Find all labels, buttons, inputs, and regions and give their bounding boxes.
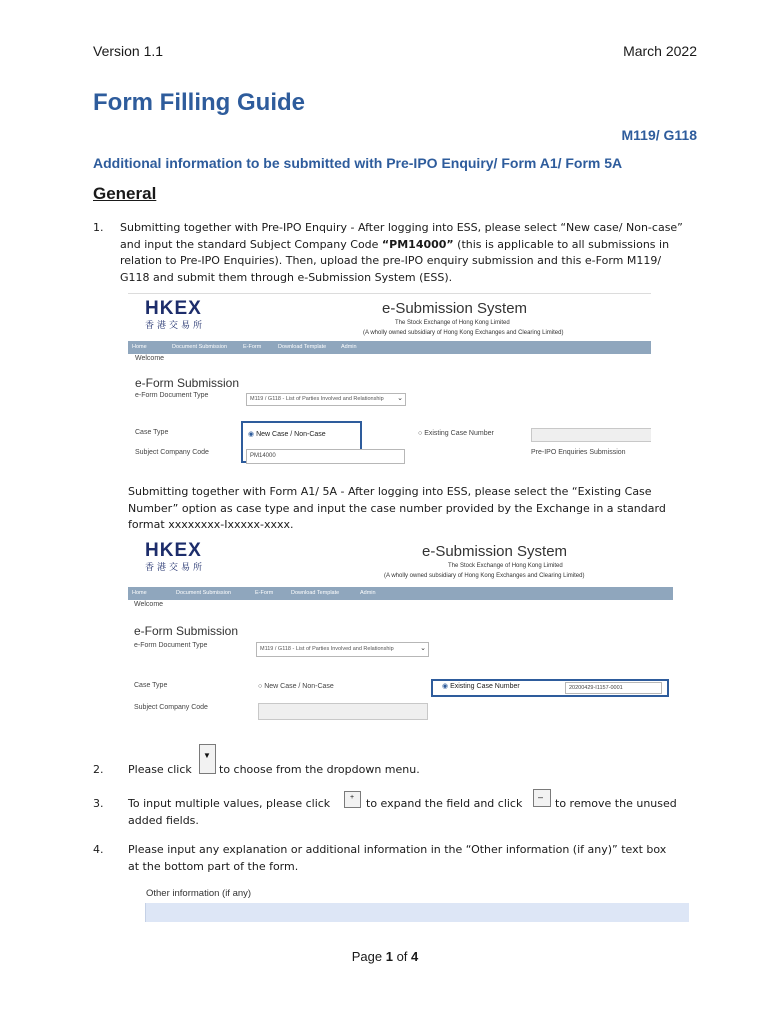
text-line: Please input any explanation or additional information in the “Other information (if any)” text box [128, 843, 667, 856]
radio-selected-icon: ◉ [442, 683, 449, 690]
item-1-text [120, 220, 698, 286]
chevron-down-icon: ⌄ [397, 395, 403, 402]
existing-case-label: Existing Case Number [424, 430, 494, 437]
nav-admin[interactable]: Admin [360, 590, 376, 596]
doc-type-select[interactable] [256, 642, 429, 657]
item-1-text-2 [128, 484, 698, 534]
text-line: relation to Pre-IPO Enquiries). Then, upload the pre-IPO enquiry submission and this e-Form M119/ [120, 254, 662, 267]
new-case-label: New Case / Non-Case [256, 431, 326, 438]
company-code: “PM14000” [381, 237, 454, 251]
preipo-label: Pre-IPO Enquiries Submission [531, 449, 626, 456]
system-subtitle-2: (A wholly owned subsidiary of Hong Kong Exchanges and Clearing Limited) [363, 330, 564, 336]
radio-selected-icon: ◉ [248, 431, 255, 438]
system-title: e-Submission System [422, 543, 568, 560]
nav-bar [128, 341, 651, 354]
version-label: Version 1.1 [93, 43, 164, 59]
nav-document-submission[interactable]: Document Submission [172, 344, 228, 350]
text-line: Submitting together with Form A1/ 5A - After logging into ESS, please select the “Existing Case [128, 485, 652, 498]
ess-screenshot-new-case [128, 293, 651, 471]
page-footer [0, 949, 770, 964]
radio-empty-icon: ○ [258, 683, 263, 690]
section-heading: General [93, 184, 157, 203]
existing-case-radio[interactable] [418, 430, 494, 437]
item-number: 4. [93, 843, 104, 856]
triangle-down-icon: ▼ [203, 751, 211, 760]
footer-of: of [392, 949, 412, 964]
case-type-label: Case Type [134, 682, 168, 689]
item-3-before: To input multiple values, please click [128, 797, 331, 810]
other-info-textbox[interactable] [145, 903, 689, 922]
item-3-middle: to expand the field and click [366, 797, 523, 810]
nav-eform[interactable]: E-Form [243, 344, 262, 350]
nav-home[interactable]: Home [132, 344, 147, 350]
item-4-text [128, 842, 698, 875]
text-line: format xxxxxxxx-Ixxxxx-xxxx. [128, 518, 294, 531]
text-line: Submitting together with Pre-IPO Enquiry - After logging into ESS, please select “New case/ Non-case” [120, 221, 683, 234]
existing-case-label: Existing Case Number [450, 683, 520, 690]
item-number: 1. [93, 221, 104, 234]
nav-eform[interactable]: E-Form [255, 590, 274, 596]
subject-company-value: PM14000 [250, 453, 276, 459]
welcome-text: Welcome [135, 355, 165, 362]
page-number: 1 [385, 949, 393, 964]
nav-download-template[interactable]: Download Template [278, 344, 327, 350]
item-3-after: to remove the unused [555, 797, 677, 810]
dropdown-button[interactable] [199, 744, 216, 774]
chevron-down-icon: ⌄ [420, 645, 426, 652]
hkex-logo-chinese: 香港交易所 [145, 562, 206, 572]
existing-case-radio[interactable] [442, 682, 520, 690]
remove-button[interactable] [533, 789, 551, 807]
case-type-label: Case Type [135, 429, 169, 436]
text-line: at the bottom part of the form. [128, 859, 299, 873]
item-number: 2. [93, 763, 104, 776]
form-code: M119/ G118 [621, 127, 697, 143]
doc-type-label: e-Form Document Type [135, 392, 209, 399]
subject-company-input[interactable] [258, 703, 428, 720]
new-case-label: New Case / Non-Case [264, 683, 334, 690]
page-total: 4 [411, 949, 419, 964]
text-line: Number” option as case type and input the case number provided by the Exchange in a standard [128, 501, 666, 515]
system-subtitle: The Stock Exchange of Hong Kong Limited [395, 320, 510, 326]
eform-heading: e-Form Submission [135, 376, 240, 390]
item-2-before: Please click [128, 763, 192, 776]
case-number-input[interactable] [565, 682, 662, 694]
system-title: e-Submission System [382, 300, 528, 317]
plus-icon: + [350, 794, 355, 801]
other-info-label: Other information (if any) [146, 888, 252, 899]
expand-button[interactable] [344, 791, 361, 808]
nav-admin[interactable]: Admin [341, 344, 357, 350]
text-line: G118 and submit them through e-Submission System (ESS). [120, 270, 453, 284]
doc-type-value: M119 / G118 - List of Parties Involved and Relationship [260, 646, 394, 652]
divider [128, 293, 651, 294]
footer-prefix: Page [351, 949, 386, 964]
item-number: 3. [93, 797, 104, 810]
nav-bar [128, 587, 673, 600]
hkex-logo: HKEX [145, 540, 202, 561]
subject-company-label: Subject Company Code [135, 449, 209, 456]
system-subtitle-2: (A wholly owned subsidiary of Hong Kong Exchanges and Clearing Limited) [384, 573, 585, 579]
minus-icon: – [538, 792, 544, 802]
case-number-input[interactable] [531, 428, 651, 442]
hkex-logo: HKEX [145, 298, 202, 319]
nav-document-submission[interactable]: Document Submission [176, 590, 232, 596]
eform-heading: e-Form Submission [134, 624, 239, 638]
doc-type-value: M119 / G118 - List of Parties Involved and Relationship [250, 396, 384, 402]
case-number-value: 20200429-I1157-0001 [569, 685, 623, 691]
new-case-radio[interactable] [258, 683, 334, 690]
date-label: March 2022 [623, 43, 697, 59]
welcome-text: Welcome [134, 601, 164, 608]
nav-home[interactable]: Home [132, 590, 147, 596]
doc-type-select[interactable] [246, 393, 406, 406]
item-2-after: to choose from the dropdown menu. [219, 763, 420, 776]
nav-download-template[interactable]: Download Template [291, 590, 340, 596]
doc-type-label: e-Form Document Type [134, 642, 208, 649]
subject-company-label: Subject Company Code [134, 704, 208, 711]
new-case-radio[interactable] [248, 430, 326, 438]
text-line: and input the standard Subject Company Code “PM14000” (this is applicable to all submissions in [120, 237, 670, 251]
subject-company-input[interactable] [246, 449, 405, 464]
radio-empty-icon: ○ [418, 430, 423, 437]
page-subtitle: Additional information to be submitted with Pre-IPO Enquiry/ Form A1/ Form 5A [93, 155, 623, 171]
hkex-logo-chinese: 香港交易所 [145, 320, 206, 330]
ess-screenshot-existing-case [128, 540, 673, 725]
page-title: Form Filling Guide [93, 89, 305, 116]
system-subtitle: The Stock Exchange of Hong Kong Limited [448, 563, 563, 569]
item-3-line2: added fields. [128, 814, 199, 827]
